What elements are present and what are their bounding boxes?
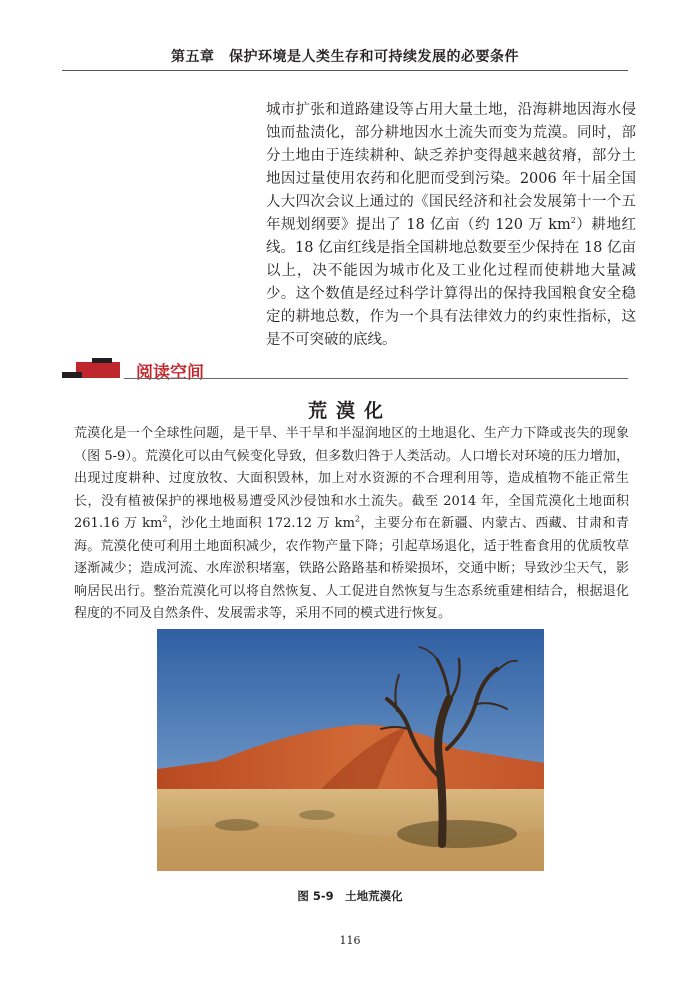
reading-space-label: 阅读空间 [136, 363, 204, 383]
section-text-part-1: 荒漠化是一个全球性问题，是干旱、半干旱和半湿润地区的土地退化、生产力下降或丧失的现象（图 5-9）。荒漠化可以由气候变化导致，但多数归咎于人类活动。人口增长对环境的压力增加，出现过度耕种、过度放牧、大面积毁林，加上对水资源的不合理利用等，造成植物不能正常生长，没有植被保护的裸地极易遭受风沙侵蚀和水土流失。截至 2014 年，全国荒漠化土地面积 261.16 万 km [74, 426, 629, 531]
section-text-part-2: ，沙化土地面积 172.12 万 km [167, 516, 355, 531]
figure-caption: 图 5-9 土地荒漠化 [297, 889, 403, 903]
reading-space-banner [62, 358, 628, 382]
desertification-photo [157, 629, 544, 871]
superscript: 2 [162, 514, 168, 524]
section-text-part-3: ，主要分布在新疆、内蒙古、西藏、甘肃和青海。荒漠化使可利用土地面积减少，农作物产量下降；引起草场退化，适于牲畜食用的优质牧草逐渐减少；造成河流、水库淤积堵塞，铁路公路路基和桥梁损坏，交通中断；导致沙尘天气，影响居民出行。整治荒漠化可以将自然恢复、人工促进自然恢复与生态系统重建相结合，根据退化程度的不同及自然条件、发展需求等，采用不同的模式进行恢复。 [74, 516, 629, 621]
banner-block-dark-top [92, 358, 112, 363]
dry-shrub [299, 810, 335, 820]
banner-rule [124, 378, 628, 379]
superscript: 2 [354, 514, 360, 524]
section-paragraph [74, 423, 629, 626]
section-title: 荒漠化 [307, 400, 392, 422]
body-paragraph [266, 99, 636, 352]
desert-tree-illustration [157, 629, 544, 871]
running-header: 第五章 保护环境是人类生存和可持续发展的必要条件 [171, 49, 519, 65]
banner-block-dark [62, 372, 82, 378]
header-divider [62, 70, 628, 71]
body-text-part-2: ）耕地红线。18 亿亩红线是指全国耕地总数要至少保持在 18 亿亩以上，决不能因为城市化及工业化过程而使耕地大量减少。这个数值是经过科学计算得出的保持我国粮食安全稳定的耕地总数，作为一个具有法律效力的约束性指标，这是不可突破的底线。 [266, 217, 636, 348]
page-number: 116 [339, 934, 361, 947]
dry-shrub [215, 819, 259, 831]
body-text-part-1: 城市扩张和道路建设等占用大量土地，沿海耕地因海水侵蚀而盐渍化，部分耕地因水土流失而变为荒漠。同时，部分土地由于连续耕种、缺乏养护变得越来越贫瘠，部分土地因过量使用农药和化肥而受到污染。2006 年十届全国人大四次会议上通过的《国民经济和社会发展第十一个五年规划纲要》提出了 18 亿亩（约 120 万 km [266, 102, 636, 233]
superscript: 2 [570, 216, 576, 226]
banner-block-red [76, 362, 120, 378]
tree-base-shrubs [397, 820, 517, 848]
